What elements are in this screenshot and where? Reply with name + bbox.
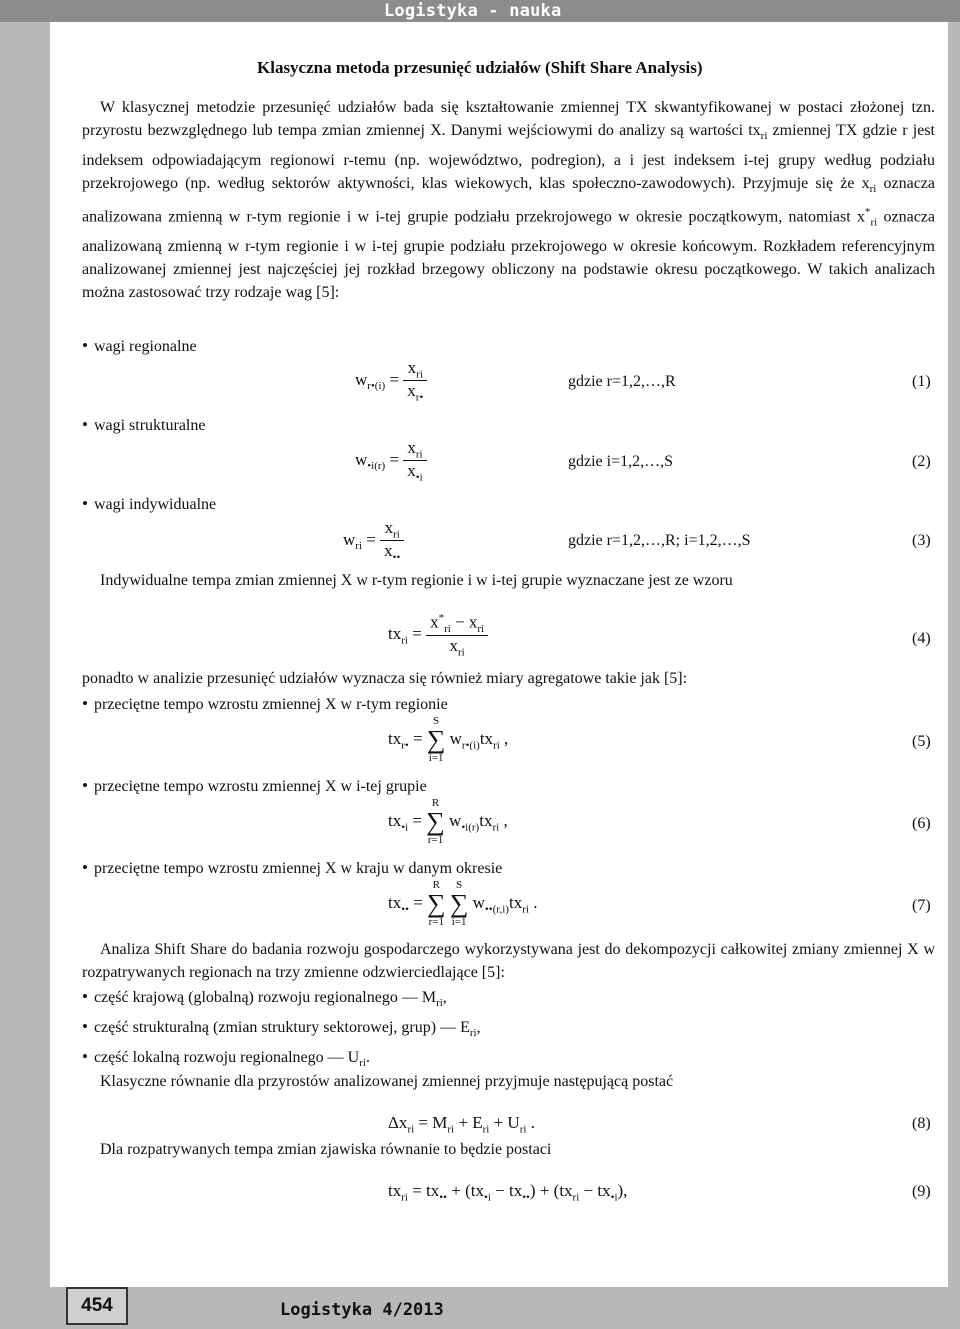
aggregate-label-country: • przeciętne tempo wzrostu zmiennej X w kraju w danym okresie: [82, 858, 502, 878]
equation-5: $tx_{r•} = S$ ∑ i=1 $w_{r•(i)}tx_{ri}$ ,: [388, 715, 509, 764]
rate-equation-text: Dla rozpatrywanych tempa zmian zjawiska równanie to będzie postaci: [100, 1141, 552, 1158]
equation-5-number: (5): [912, 733, 931, 750]
equation-1-number: (1): [912, 373, 931, 390]
page-number: 454: [66, 1287, 128, 1325]
equation-2: $w_{•i(r)}$ = $\frac{x_{ri}}{x_{•i}}$: [355, 438, 427, 484]
equation-9-number: (9): [912, 1183, 931, 1200]
footer-band: [0, 1287, 960, 1329]
weight-label-individual: • wagi indywidualne: [82, 494, 216, 514]
right-margin-band: [948, 22, 960, 1287]
equation-7: $tx_{••} = R$ ∑ r=1 S ∑ i=1 $w_{••(r,i)}tx_{ri}$ .: [388, 879, 538, 928]
component-local: • część lokalną rozwoju regionalnego — $U_{ri}$.: [82, 1047, 370, 1069]
equation-3: $w_{ri}$ = $\frac{x_{ri}}{x_{••}}$: [343, 518, 404, 564]
equation-1: $w_{r•(i)}$ = $\frac{x_{ri}}{x_{r•}}$: [355, 358, 427, 404]
equation-6: $tx_{•i} = R$ ∑ r=1 $w_{•i(r)}tx_{ri}$ ,: [388, 797, 508, 846]
equation-9: $tx_{ri} = tx_{••} + (tx_{•i} - tx_{••}) + (tx_{ri} - tx_{•i})$,: [388, 1181, 628, 1204]
equation-8-number: (8): [912, 1115, 931, 1132]
weight-label-structural: • wagi strukturalne: [82, 415, 205, 435]
aggregate-label-group: • przeciętne tempo wzrostu zmiennej X w i-tej grupie: [82, 776, 427, 796]
equation-1-condition: gdzie r=1,2,…,R: [568, 373, 676, 390]
classic-equation-text: Klasyczne równanie dla przyrostów analizowanej zmiennej przyjmuje następującą postać: [100, 1073, 674, 1090]
running-title: Logistyka - nauka: [384, 1, 562, 21]
journal-name: Logistyka 4/2013: [280, 1300, 444, 1320]
section-title: Klasyczna metoda przesunięć udziałów (Shift Share Analysis): [257, 58, 703, 77]
equation-2-number: (2): [912, 453, 931, 470]
individual-rate-text: Indywidualne tempa zmian zmiennej X w r-tym regionie i w i-tej grupie wyznaczane jest ze wzoru: [100, 572, 733, 589]
equation-6-number: (6): [912, 815, 931, 832]
component-national: • część krajową (globalną) rozwoju regionalnego — $M_{ri}$,: [82, 987, 447, 1009]
running-header: [0, 0, 960, 22]
aggregate-label-region: • przeciętne tempo wzrostu zmiennej X w r-tym regionie: [82, 694, 448, 714]
weight-label-regional: • wagi regionalne: [82, 336, 197, 356]
equation-8: $\Delta x_{ri} = M_{ri} + E_{ri} + U_{ri}$ .: [388, 1113, 535, 1136]
component-structural: • część strukturalną (zmian struktury sektorowej, grup) — $E_{ri}$,: [82, 1017, 481, 1039]
shift-share-paragraph: Analiza Shift Share do badania rozwoju gospodarczego wykorzystywana jest do dekompozycji całkowitej zmiany zmiennej X w rozpatrywanych regionach na trzy zmienne odzwierciedlające [5]:: [82, 941, 935, 982]
left-margin-band: [0, 22, 50, 1287]
equation-4: $tx_{ri}$ = $\frac{x^*_{ri} - x_{ri}}{x_{ri}}$: [388, 612, 488, 658]
equation-3-condition: gdzie r=1,2,…,R; i=1,2,…,S: [568, 532, 751, 549]
aggregate-intro-text: ponadto w analizie przesunięć udziałów wyznacza się również miary agregatowe takie jak [5]:: [82, 670, 688, 687]
intro-paragraph: W klasycznej metodzie przesunięć udziałów bada się kształtowanie zmiennej TX skwantyfikowanej w postaci złożonej tzn. przyrostu bezwzględnego lub tempa zmian zmiennej X. Danymi wejściowymi do analizy są wartości $tx_{ri}$ zmiennej TX gdzie r jest indeksem odpowiadającym regionowi r-temu (np. województwo, podregion), a i jest indeksem i-tej grupy według podziału przekrojowego (np. według sektorów aktywności, klas wiekowych, klas społeczno-zawodowych). Przyjmuje się że $x_{ri}$ oznacza analizowana zmienną w r-tym regionie i w i-tej grupie podziału przekrojowego w okresie początkowym, natomiast $x^*_{ri}$ oznacza analizowaną zmienną w r-tym regionie i w i-tej grupie podziału przekrojowego w okresie końcowym. Rozkładem referencyjnym analizowanej zmiennej jest najczęściej jej rozkład brzegowy obliczony na podstawie okresu początkowego. W takich analizach można zastosować trzy rodzaje wag [5]:: [82, 99, 936, 302]
equation-4-number: (4): [912, 630, 931, 647]
equation-3-number: (3): [912, 532, 931, 549]
equation-2-condition: gdzie i=1,2,…,S: [568, 453, 674, 470]
equation-7-number: (7): [912, 897, 931, 914]
